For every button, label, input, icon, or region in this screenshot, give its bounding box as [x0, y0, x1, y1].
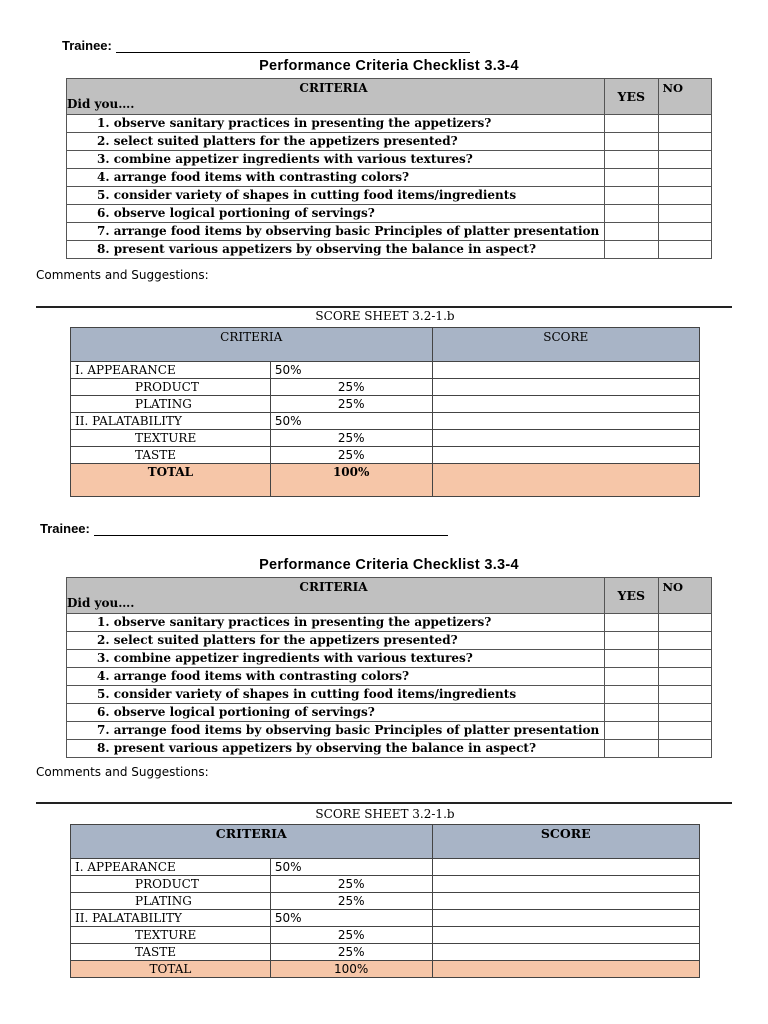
total-label: TOTAL [71, 464, 271, 497]
score-row [71, 396, 700, 413]
criterion-text: 1. observe sanitary practices in presenting the appetizers? [67, 115, 605, 133]
checklist-row [67, 205, 712, 223]
yes-checkbox-cell[interactable] [604, 632, 658, 650]
no-checkbox-cell[interactable] [658, 169, 711, 187]
score-criterion-label: TASTE [71, 944, 271, 961]
score-row [71, 859, 700, 876]
did-you-label: Did you…. [67, 596, 135, 610]
no-checkbox-cell[interactable] [658, 614, 711, 632]
criteria-header-cell [67, 578, 605, 614]
score-row [71, 379, 700, 396]
checklist-row [67, 632, 712, 650]
score-input-cell[interactable] [432, 396, 699, 413]
score-input-cell[interactable] [432, 430, 699, 447]
yes-checkbox-cell[interactable] [604, 686, 658, 704]
no-checkbox-cell[interactable] [658, 686, 711, 704]
criteria-header: CRITERIA [299, 81, 368, 95]
criterion-text: 6. observe logical portioning of servings? [67, 704, 605, 722]
checklist-row [67, 151, 712, 169]
criteria-header: CRITERIA [299, 580, 368, 594]
yes-checkbox-cell[interactable] [604, 241, 658, 259]
no-checkbox-cell[interactable] [658, 650, 711, 668]
total-label: TOTAL [71, 961, 271, 978]
criterion-text: 3. combine appetizer ingredients with various textures? [67, 151, 605, 169]
trainee-name-field[interactable] [94, 521, 448, 536]
total-score-cell[interactable] [432, 961, 699, 978]
score-weight: 25% [270, 430, 432, 447]
score-criterion-label: TEXTURE [71, 430, 271, 447]
trainee-line [62, 38, 470, 53]
criterion-text: 2. select suited platters for the appetizers presented? [67, 632, 605, 650]
criterion-text: 5. consider variety of shapes in cutting food items/ingredients [67, 187, 605, 205]
score-weight: 50% [270, 413, 432, 430]
checklist-header-row [67, 79, 712, 115]
checklist-header-row [67, 578, 712, 614]
score-criterion-label: I. APPEARANCE [71, 859, 271, 876]
score-weight: 50% [270, 910, 432, 927]
score-criteria-header: CRITERIA [71, 328, 433, 362]
score-row [71, 362, 700, 379]
yes-checkbox-cell[interactable] [604, 151, 658, 169]
score-input-cell[interactable] [432, 927, 699, 944]
yes-checkbox-cell[interactable] [604, 115, 658, 133]
yes-checkbox-cell[interactable] [604, 722, 658, 740]
no-checkbox-cell[interactable] [658, 668, 711, 686]
criterion-text: 1. observe sanitary practices in presenting the appetizers? [67, 614, 605, 632]
yes-checkbox-cell[interactable] [604, 668, 658, 686]
score-sheet-table [70, 327, 700, 497]
score-header: SCORE [432, 328, 699, 362]
score-row [71, 876, 700, 893]
score-input-cell[interactable] [432, 876, 699, 893]
score-input-cell[interactable] [432, 447, 699, 464]
yes-checkbox-cell[interactable] [604, 187, 658, 205]
criterion-text: 7. arrange food items by observing basic Principles of platter presentation [67, 722, 605, 740]
yes-header: YES [604, 79, 658, 115]
score-input-cell[interactable] [432, 893, 699, 910]
checklist-row [67, 650, 712, 668]
score-weight: 25% [270, 893, 432, 910]
score-weight: 25% [270, 927, 432, 944]
checklist-row [67, 241, 712, 259]
score-weight: 50% [270, 859, 432, 876]
score-weight: 25% [270, 944, 432, 961]
score-criteria-header: CRITERIA [71, 825, 433, 859]
yes-checkbox-cell[interactable] [604, 740, 658, 758]
criteria-header-cell [67, 79, 605, 115]
criterion-text: 5. consider variety of shapes in cutting food items/ingredients [67, 686, 605, 704]
score-sheet-title: SCORE SHEET 3.2-1.b [315, 807, 455, 821]
criterion-text: 8. present various appetizers by observing the balance in aspect? [67, 241, 605, 259]
score-row [71, 430, 700, 447]
no-checkbox-cell[interactable] [658, 151, 711, 169]
checklist-row [67, 169, 712, 187]
yes-checkbox-cell[interactable] [604, 169, 658, 187]
score-criterion-label: TEXTURE [71, 927, 271, 944]
score-criterion-label: I. APPEARANCE [71, 362, 271, 379]
no-checkbox-cell[interactable] [658, 115, 711, 133]
checklist-row [67, 223, 712, 241]
criterion-text: 4. arrange food items with contrasting colors? [67, 668, 605, 686]
score-weight: 25% [270, 447, 432, 464]
no-checkbox-cell[interactable] [658, 740, 711, 758]
total-score-cell[interactable] [432, 464, 699, 497]
checklist-row [67, 686, 712, 704]
yes-header: YES [604, 578, 658, 614]
score-input-cell[interactable] [432, 859, 699, 876]
no-checkbox-cell[interactable] [658, 704, 711, 722]
no-checkbox-cell[interactable] [658, 632, 711, 650]
did-you-label: Did you…. [67, 97, 135, 111]
score-row [71, 927, 700, 944]
checklist-row [67, 740, 712, 758]
no-checkbox-cell[interactable] [658, 133, 711, 151]
score-weight: 25% [270, 876, 432, 893]
checklist-row [67, 187, 712, 205]
comments-label: Comments and Suggestions: [36, 765, 209, 779]
score-input-cell[interactable] [432, 944, 699, 961]
score-input-cell[interactable] [432, 910, 699, 927]
total-weight: 100% [270, 961, 432, 978]
score-criterion-label: PRODUCT [71, 876, 271, 893]
score-criterion-label: PRODUCT [71, 379, 271, 396]
yes-checkbox-cell[interactable] [604, 133, 658, 151]
no-checkbox-cell[interactable] [658, 241, 711, 259]
no-checkbox-cell[interactable] [658, 187, 711, 205]
criterion-text: 3. combine appetizer ingredients with various textures? [67, 650, 605, 668]
criterion-text: 4. arrange food items with contrasting colors? [67, 169, 605, 187]
score-input-cell[interactable] [432, 362, 699, 379]
yes-checkbox-cell[interactable] [604, 704, 658, 722]
score-sheet-table [70, 824, 700, 978]
checklist-row [67, 704, 712, 722]
score-input-cell[interactable] [432, 413, 699, 430]
score-row [71, 910, 700, 927]
score-input-cell[interactable] [432, 379, 699, 396]
score-criterion-label: PLATING [71, 396, 271, 413]
score-weight: 25% [270, 396, 432, 413]
score-weight: 50% [270, 362, 432, 379]
trainee-label: Trainee: [40, 521, 90, 536]
trainee-label: Trainee: [62, 38, 112, 53]
no-header: NO [658, 578, 711, 614]
checklist-title: Performance Criteria Checklist 3.3-4 [259, 58, 519, 74]
total-row [71, 464, 700, 497]
no-checkbox-cell[interactable] [658, 205, 711, 223]
score-row [71, 893, 700, 910]
criterion-text: 2. select suited platters for the appetizers presented? [67, 133, 605, 151]
yes-checkbox-cell[interactable] [604, 650, 658, 668]
no-checkbox-cell[interactable] [658, 223, 711, 241]
yes-checkbox-cell[interactable] [604, 205, 658, 223]
score-criterion-label: PLATING [71, 893, 271, 910]
trainee-line [40, 521, 448, 536]
checklist-row [67, 614, 712, 632]
score-row [71, 413, 700, 430]
trainee-name-field[interactable] [116, 38, 470, 53]
score-criterion-label: II. PALATABILITY [71, 413, 271, 430]
score-row [71, 944, 700, 961]
divider [36, 306, 732, 308]
yes-checkbox-cell[interactable] [604, 614, 658, 632]
score-row [71, 447, 700, 464]
score-criterion-label: TASTE [71, 447, 271, 464]
checklist-row [67, 133, 712, 151]
total-weight: 100% [270, 464, 432, 497]
checklist-row [67, 668, 712, 686]
checklist-row [67, 115, 712, 133]
score-sheet-title: SCORE SHEET 3.2-1.b [315, 309, 455, 323]
comments-label: Comments and Suggestions: [36, 268, 209, 282]
criterion-text: 6. observe logical portioning of servings? [67, 205, 605, 223]
no-header: NO [658, 79, 711, 115]
no-checkbox-cell[interactable] [658, 722, 711, 740]
divider [36, 802, 732, 804]
score-header-row [71, 328, 700, 362]
score-criterion-label: II. PALATABILITY [71, 910, 271, 927]
checklist-row [67, 722, 712, 740]
total-row [71, 961, 700, 978]
yes-checkbox-cell[interactable] [604, 223, 658, 241]
score-weight: 25% [270, 379, 432, 396]
score-header: SCORE [432, 825, 699, 859]
score-header-row [71, 825, 700, 859]
performance-checklist-table [66, 577, 712, 758]
checklist-title: Performance Criteria Checklist 3.3-4 [259, 557, 519, 573]
performance-checklist-table [66, 78, 712, 259]
criterion-text: 8. present various appetizers by observing the balance in aspect? [67, 740, 605, 758]
criterion-text: 7. arrange food items by observing basic Principles of platter presentation [67, 223, 605, 241]
